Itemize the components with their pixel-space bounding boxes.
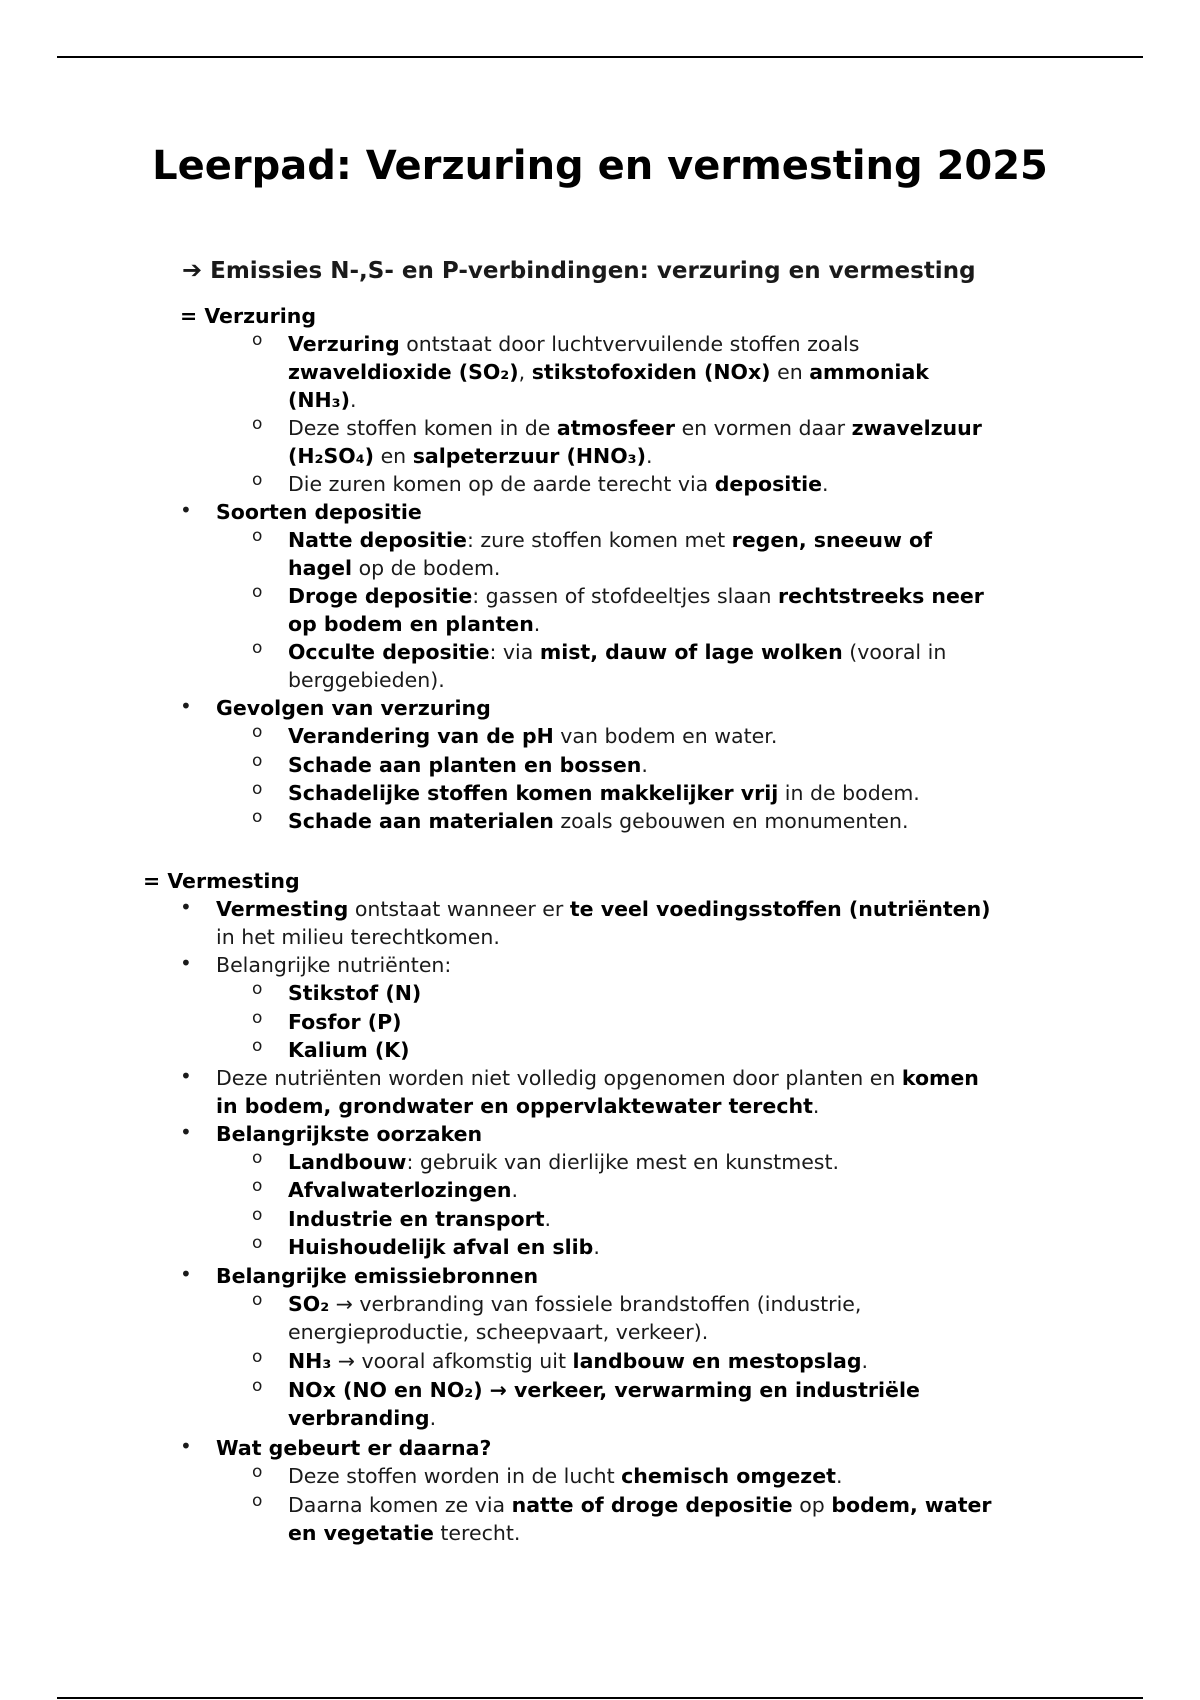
bullet-icon: • <box>180 951 192 975</box>
list-item-cont: energieproductie, scheepvaart, verkeer). <box>288 1320 709 1344</box>
arrow-right-icon: ➔ <box>182 256 203 284</box>
list-item: Soorten depositie <box>216 500 422 524</box>
sub-bullet-icon: o <box>252 779 263 799</box>
list-item-cont: in bodem, grondwater en oppervlaktewater terecht. <box>216 1094 820 1118</box>
list-item: Occulte depositie: via mist, dauw of lage wolken (vooral in <box>288 640 947 664</box>
section-heading <box>182 256 976 285</box>
sub-bullet-icon: o <box>252 638 263 658</box>
list-item: Huishoudelijk afval en slib. <box>288 1235 600 1259</box>
list-item-cont: (H₂SO₄) en salpeterzuur (HNO₃). <box>288 444 653 468</box>
bullet-icon: • <box>180 1120 192 1144</box>
list-item: NH₃ → vooral afkomstig uit landbouw en mestopslag. <box>288 1349 869 1373</box>
sub-bullet-icon: o <box>252 807 263 827</box>
list-item: Afvalwaterlozingen. <box>288 1178 518 1202</box>
list-item: Landbouw: gebruik van dierlijke mest en kunstmest. <box>288 1150 840 1174</box>
sub-bullet-icon: o <box>252 1008 263 1028</box>
list-item-cont: en vegetatie terecht. <box>288 1521 521 1545</box>
list-item: Deze stoffen worden in de lucht chemisch omgezet. <box>288 1464 843 1488</box>
sub-bullet-icon: o <box>252 1036 263 1056</box>
list-item: Natte depositie: zure stoffen komen met regen, sneeuw of <box>288 528 933 552</box>
sub-bullet-icon: o <box>252 330 263 350</box>
list-item: Schadelijke stoffen komen makkelijker vrij in de bodem. <box>288 781 920 805</box>
bullet-icon: • <box>180 1064 192 1088</box>
bullet-icon: • <box>180 1434 192 1458</box>
verzuring-label: = Verzuring <box>180 304 317 328</box>
sub-bullet-icon: o <box>252 1376 263 1396</box>
sub-bullet-icon: o <box>252 1347 263 1367</box>
list-item: Belangrijke nutriënten: <box>216 953 452 977</box>
sub-bullet-icon: o <box>252 526 263 546</box>
bullet-icon: • <box>180 498 192 522</box>
list-item: Verzuring ontstaat door luchtvervuilende stoffen zoals <box>288 332 860 356</box>
sub-bullet-icon: o <box>252 1491 263 1511</box>
list-item-cont: (NH₃). <box>288 388 357 412</box>
list-item: Industrie en transport. <box>288 1207 552 1231</box>
list-item-cont: verbranding. <box>288 1406 437 1430</box>
list-item: Deze nutriënten worden niet volledig opgenomen door planten en komen <box>216 1066 979 1090</box>
list-item: Daarna komen ze via natte of droge depositie op bodem, water <box>288 1493 992 1517</box>
sub-bullet-icon: o <box>252 1290 263 1310</box>
page-title: Leerpad: Verzuring en vermesting 2025 <box>152 143 1048 189</box>
list-item-cont: in het milieu terechtkomen. <box>216 925 500 949</box>
top-rule <box>57 56 1143 58</box>
sub-bullet-icon: o <box>252 582 263 602</box>
list-item: Kalium (K) <box>288 1038 410 1062</box>
list-item: Belangrijke emissiebronnen <box>216 1264 539 1288</box>
list-item: Stikstof (N) <box>288 981 422 1005</box>
list-item-cont: berggebieden). <box>288 668 445 692</box>
list-item: Deze stoffen komen in de atmosfeer en vormen daar zwavelzuur <box>288 416 982 440</box>
sub-bullet-icon: o <box>252 1233 263 1253</box>
bullet-icon: • <box>180 895 192 919</box>
sub-bullet-icon: o <box>252 414 263 434</box>
list-item-cont: hagel op de bodem. <box>288 556 501 580</box>
bullet-icon: • <box>180 1262 192 1286</box>
vermesting-label: = Vermesting <box>143 869 300 893</box>
list-item: Fosfor (P) <box>288 1010 402 1034</box>
list-item-cont: op bodem en planten. <box>288 612 541 636</box>
list-item: Verandering van de pH van bodem en water. <box>288 724 778 748</box>
list-item: Belangrijkste oorzaken <box>216 1122 483 1146</box>
sub-bullet-icon: o <box>252 1148 263 1168</box>
sub-bullet-icon: o <box>252 722 263 742</box>
bottom-rule <box>57 1697 1143 1699</box>
sub-bullet-icon: o <box>252 470 263 490</box>
list-item: Droge depositie: gassen of stofdeeltjes slaan rechtstreeks neer <box>288 584 984 608</box>
list-item: Die zuren komen op de aarde terecht via depositie. <box>288 472 829 496</box>
sub-bullet-icon: o <box>252 1205 263 1225</box>
list-item: Gevolgen van verzuring <box>216 696 491 720</box>
list-item: Wat gebeurt er daarna? <box>216 1436 492 1460</box>
list-item: Schade aan materialen zoals gebouwen en monumenten. <box>288 809 909 833</box>
section-heading-text: Emissies N-,S- en P-verbindingen: verzuring en vermesting <box>210 258 976 284</box>
list-item: Vermesting ontstaat wanneer er te veel voedingsstoffen (nutriënten) <box>216 897 991 921</box>
list-item: SO₂ → verbranding van fossiele brandstoffen (industrie, <box>288 1292 862 1316</box>
sub-bullet-icon: o <box>252 979 263 999</box>
list-item: Schade aan planten en bossen. <box>288 753 648 777</box>
sub-bullet-icon: o <box>252 1176 263 1196</box>
list-item: NOx (NO en NO₂) → verkeer, verwarming en industriële <box>288 1378 920 1402</box>
list-item-cont: zwaveldioxide (SO₂), stikstofoxiden (NOx) en ammoniak <box>288 360 929 384</box>
sub-bullet-icon: o <box>252 751 263 771</box>
sub-bullet-icon: o <box>252 1462 263 1482</box>
bullet-icon: • <box>180 694 192 718</box>
